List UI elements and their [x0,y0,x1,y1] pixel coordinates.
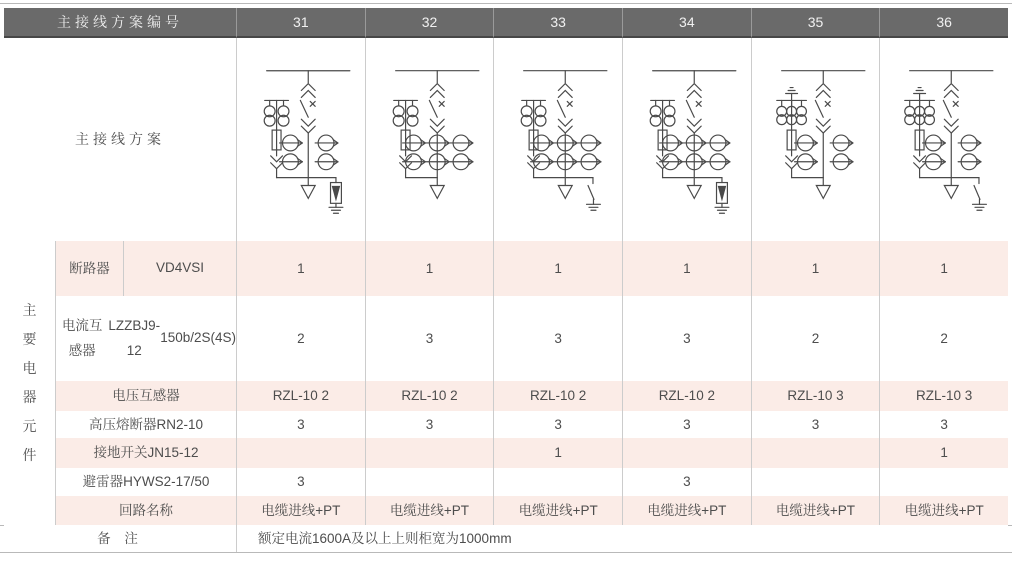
scheme-diagram [879,38,1008,241]
scheme-number-cell: 34 [622,8,751,38]
component-value-cell: RZL-10 2 [365,381,494,411]
component-row-label: 断路器 [55,241,123,296]
component-value-cell: 电缆进线+PT [751,496,880,525]
remark-label: 备 注 [4,525,236,552]
diagram-row-label: 主接线方案 [4,38,236,241]
component-value-cell: 1 [751,241,880,296]
scheme-diagram [751,38,880,241]
component-group-cell [4,241,55,525]
component-value-cell: 3 [879,411,1008,438]
component-value-cell [751,468,880,496]
component-value-cell: 3 [365,296,494,381]
component-value-cell: 电缆进线+PT [365,496,494,525]
component-value-cell: RZL-10 2 [236,381,365,411]
component-value-cell: 1 [365,241,494,296]
scheme-diagram [365,38,494,241]
component-group-label: 主要电器元件 [22,302,37,463]
component-row-label: 高压熔断器RN2-10 [55,411,236,438]
scheme-number-cell: 33 [493,8,622,38]
component-value-cell: RZL-10 2 [622,381,751,411]
component-value-cell: 3 [751,411,880,438]
component-value-cell: 3 [365,411,494,438]
component-row-label: 电流互感器 LZZBJ9-12 150b/2S(4S) [55,296,236,381]
component-value-cell [365,468,494,496]
header-title: 主接线方案编号 [4,8,236,38]
component-value-cell: 3 [236,468,365,496]
component-value-cell: 3 [622,411,751,438]
scheme-number-cell: 32 [365,8,494,38]
component-value-cell: 3 [493,411,622,438]
main-wiring-scheme-table [4,8,1008,552]
scheme-diagram [236,38,365,241]
scheme-number-cell: 36 [879,8,1008,38]
component-value-cell: 电缆进线+PT [493,496,622,525]
component-value-cell: 2 [751,296,880,381]
scheme-number-cell: 35 [751,8,880,38]
page-bottom-rule [0,552,1012,553]
component-value-cell: 2 [879,296,1008,381]
component-value-cell: 1 [493,241,622,296]
component-value-cell: 电缆进线+PT [236,496,365,525]
component-value-cell: RZL-10 3 [879,381,1008,411]
component-row-label: 电压互感器 [55,381,236,411]
component-value-cell: 3 [493,296,622,381]
remark-text: 额定电流1600A及以上上则柜宽为1000mm [236,525,1008,552]
component-value-cell: 1 [879,438,1008,468]
component-value-cell: 电缆进线+PT [879,496,1008,525]
component-value-cell: 1 [493,438,622,468]
component-row-label: 接地开关JN15-12 [55,438,236,468]
component-value-cell [493,468,622,496]
component-value-cell: 3 [622,468,751,496]
component-value-cell: 1 [622,241,751,296]
scheme-diagram [622,38,751,241]
scheme-number-cell: 31 [236,8,365,38]
component-value-cell: 电缆进线+PT [622,496,751,525]
page-top-rule [0,3,1012,4]
scheme-diagram [493,38,622,241]
component-value-cell [236,438,365,468]
component-value-cell: 1 [236,241,365,296]
component-row-label: 回路名称 [55,496,236,525]
component-row-label: 避雷器HYWS2-17/50 [55,468,236,496]
component-value-cell: RZL-10 2 [493,381,622,411]
component-value-cell: 3 [622,296,751,381]
component-value-cell [879,468,1008,496]
component-value-cell: 3 [236,411,365,438]
component-value-cell [751,438,880,468]
component-value-cell [365,438,494,468]
component-value-cell [622,438,751,468]
component-value-cell: 1 [879,241,1008,296]
component-row-sublabel: VD4 VSI [123,241,236,296]
component-value-cell: RZL-10 3 [751,381,880,411]
component-value-cell: 2 [236,296,365,381]
